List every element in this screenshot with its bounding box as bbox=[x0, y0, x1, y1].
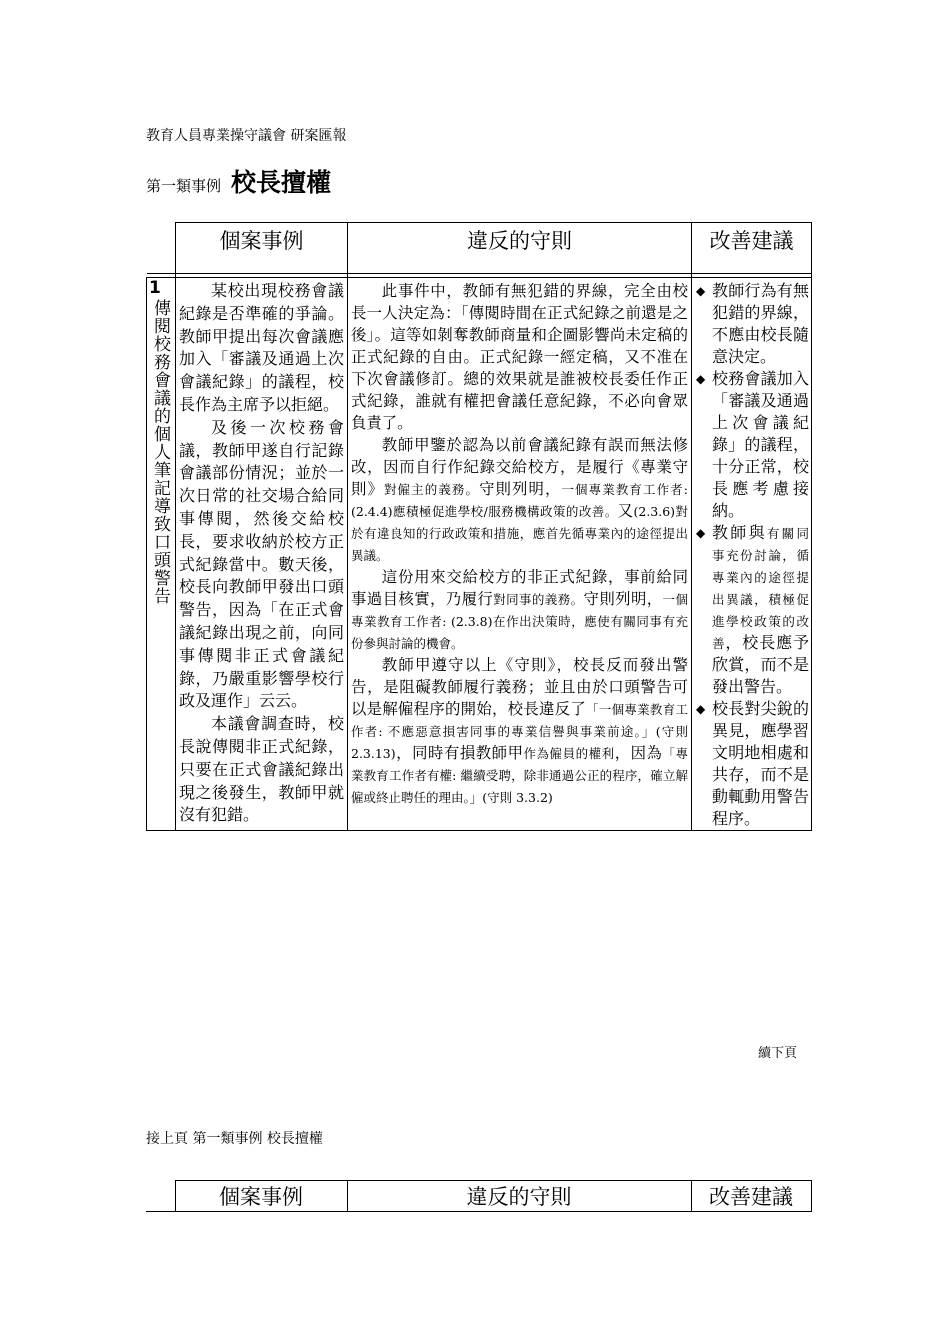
rule-quote: 「專業教育工作者有權: 繼續受聘，除非通過公正的程序，確立解僱或終止聘任的理由。」(守則 3.3.2) bbox=[351, 746, 688, 805]
case-table bbox=[146, 222, 812, 831]
advice-text: 校務會議加入「審議及通過上次會議紀錄」的議程，十分正常，校長應考慮接納。 bbox=[712, 369, 809, 520]
category-label: 第一類事例 bbox=[146, 177, 222, 195]
rule-quote: (2.3.6)對於有違良知的行政政策和措施，應首先循專業內的途徑提出異議。 bbox=[351, 504, 688, 563]
case-number: 1 bbox=[149, 278, 161, 298]
case-description-cell bbox=[176, 278, 348, 831]
advice-item bbox=[696, 522, 809, 698]
header-advice: 改善建議 bbox=[691, 1181, 811, 1212]
rule-quote: 對同事的義務。 bbox=[493, 592, 584, 607]
case-paragraph: 本議會調查時，校長說傳閱非正式紀錄，只要在正式會議紀錄出現之後發生，教師甲就沒有犯錯。 bbox=[179, 714, 344, 825]
next-page-heading: 接上頁 第一類事例 校長擅權 bbox=[146, 1131, 323, 1147]
advice-text: ，校長應予欣賞，而不是發出警告。 bbox=[712, 633, 809, 696]
rule-quote: 一個專業教育工作者: (2.3.8)在作出決策時，應使有關同事有充份參與討論的機會。 bbox=[351, 592, 688, 651]
case-number-cell bbox=[147, 278, 176, 831]
advice-item bbox=[696, 368, 809, 522]
rule-text: ，同時有損教師甲 bbox=[395, 744, 524, 762]
rule-paragraph: 此事件中，教師有無犯錯的界線，完全由校長一人決定為：「傳閱時間在正式紀錄之前還是之後」。這等如剝奪教師商量和企圖影響尚未定稿的正式紀錄的自由。正式紀錄一經定稿，又不准在下次會議修訂。總的效果就是誰被校長委任作正式紀錄，誰就有權把會議任意紀錄，不必向會眾負責了。 bbox=[351, 282, 688, 432]
rule-text: ，因為 bbox=[614, 744, 663, 762]
advice-cell bbox=[692, 278, 812, 831]
rule-text: 守則列明， bbox=[479, 480, 562, 498]
advice-list bbox=[696, 280, 809, 830]
rule-quote: 一個專業教育工作者: (2.4.4)應積極促進學校/服務機構政策的改善。 bbox=[351, 482, 688, 519]
rule-paragraph bbox=[351, 566, 688, 654]
category-heading bbox=[146, 163, 331, 199]
advice-text: 校長對尖銳的異見，應學習文明地相處和共存，而不是動輒動用警告程序。 bbox=[712, 699, 809, 828]
diamond-bullet-icon: ◆ bbox=[696, 526, 706, 540]
advice-item bbox=[696, 698, 809, 830]
header-case: 個案事例 bbox=[175, 1181, 347, 1212]
header-rule: 違反的守則 bbox=[347, 1181, 691, 1212]
diamond-bullet-icon: ◆ bbox=[696, 702, 706, 716]
rule-text: 這份用來交給校方的非正式紀錄，事前給同事過目核實，乃履行 bbox=[351, 568, 688, 608]
header-blank-cell bbox=[146, 1181, 175, 1212]
rule-text: 教師甲鑒於認為以前會議紀錄有誤而無法修改，因而自行作紀錄交給校方，是履行《專業守則》 bbox=[351, 436, 688, 498]
header-blank-cell bbox=[147, 223, 176, 274]
case-paragraph: 某校出現校務會議紀錄是否準確的爭論。教師甲提出每次會議應加入「審議及通過上次會議紀錄」的議程，校長作為主席予以拒絕。 bbox=[179, 281, 344, 414]
table-header-row bbox=[146, 1181, 811, 1212]
continued-note: 續下頁 bbox=[758, 1046, 798, 1061]
rule-text: 教師甲遵守以上《守則》，校長反而發出警告，是阻礙教師履行義務；並且由於口頭警告可以是解僱程序的開始，校長違反了 bbox=[351, 656, 688, 718]
rule-text: 又 bbox=[617, 502, 634, 520]
rule-quote: 「一個專業教育工作者: 不應惡意損害同事的專業信譽與事業前途。」(守則 2.3.13) bbox=[351, 702, 688, 761]
document-header: 教育人員專業操守議會 研案匯報 bbox=[146, 128, 347, 144]
table-header-row bbox=[147, 223, 812, 274]
category-title: 校長擅權 bbox=[231, 168, 332, 197]
case-paragraph: 及後一次校務會議，教師甲遂自行記錄會議部份情況；並於一次日常的社交場合給同事傳閱，然後交給校長，要求收納於校方正式紀錄當中。數天後，校長向教師甲發出口頭警告，因為「在正式會議紀錄出現之前，向同事傳閱非正式會議紀錄，乃嚴重影響學校行政及運作」云云。 bbox=[179, 417, 344, 711]
violated-rules-cell bbox=[348, 278, 692, 831]
rule-paragraph bbox=[351, 654, 688, 808]
header-advice: 改善建議 bbox=[692, 223, 812, 274]
advice-item bbox=[696, 280, 809, 368]
header-rule: 違反的守則 bbox=[348, 223, 692, 274]
advice-text: 教師行為有無犯錯的界線，不應由校長隨意決定。 bbox=[712, 281, 809, 366]
header-case: 個案事例 bbox=[176, 223, 348, 274]
rule-quote: 對僱主的義務。 bbox=[383, 482, 480, 497]
table-row bbox=[147, 278, 812, 831]
diamond-bullet-icon: ◆ bbox=[696, 284, 706, 298]
case-title: 傳閱校務會議的個人筆記導致口頭警告 bbox=[150, 299, 170, 605]
diamond-bullet-icon: ◆ bbox=[696, 372, 706, 386]
rule-quote: 作為僱員的權利 bbox=[523, 746, 615, 761]
rule-paragraph bbox=[351, 434, 688, 566]
next-page-table-header bbox=[146, 1180, 812, 1212]
advice-text: 教師與 bbox=[712, 523, 767, 542]
advice-text-small: 有關同事充份討論，循專業內的途徑提出異議，積極促進學校政策的改善 bbox=[712, 526, 809, 651]
rule-text: 守則列明， bbox=[583, 590, 663, 608]
